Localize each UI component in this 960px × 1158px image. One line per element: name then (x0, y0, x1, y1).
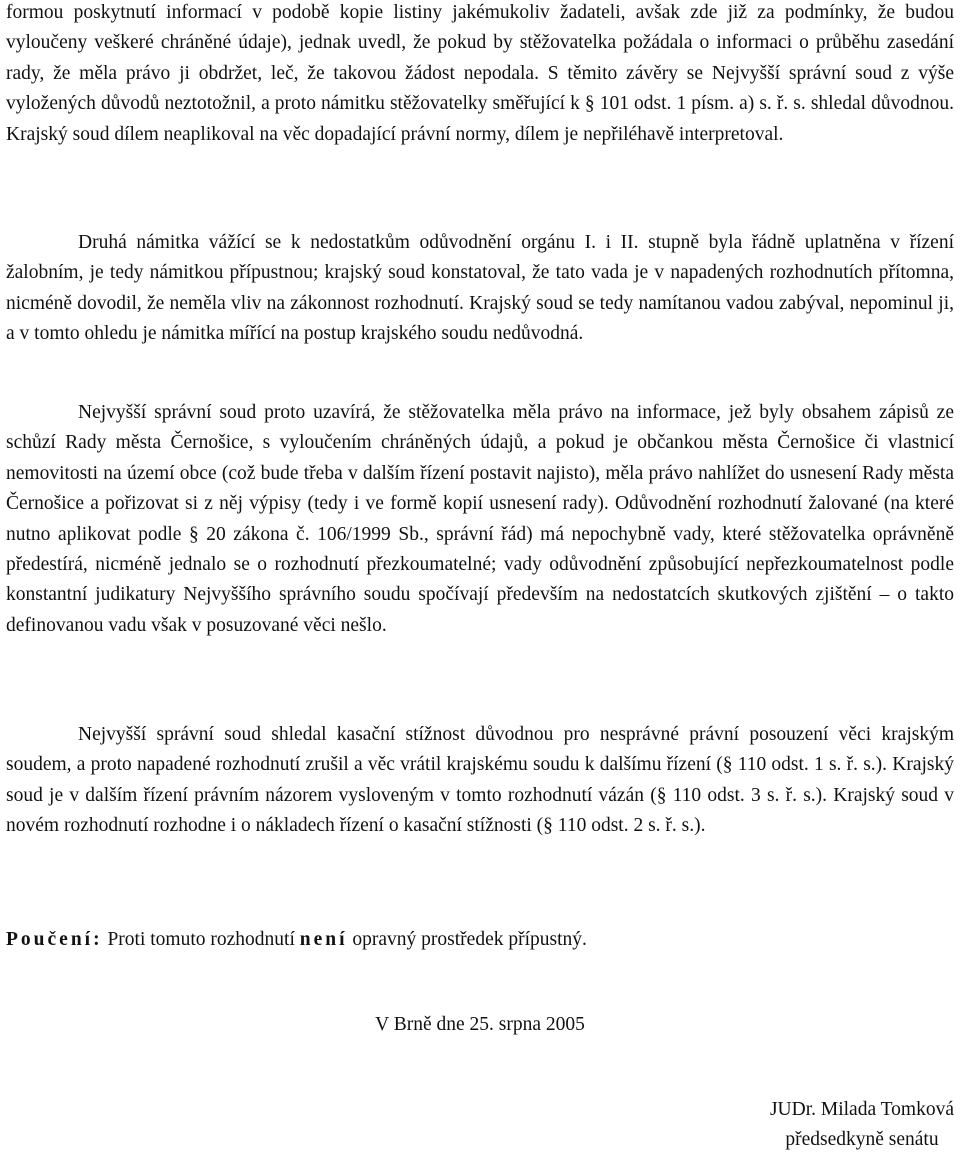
pouceni-text-after: opravný prostředek přípustný. (347, 929, 587, 950)
pouceni-label: Poučení: (6, 929, 103, 950)
signature-block (770, 1095, 954, 1155)
paragraph-4: Nejvyšší správní soud shledal kasační stížnost důvodnou pro nesprávné právní posouzení věci krajským soudem, a proto napadené rozhodnutí zrušil a věc vrátil krajskému soudu k dalšímu řízení (§ 110 odst. 1 s. ř. s.). Krajský soud je v dalším řízení právním názorem vysloveným v tomto rozhodnutí vázán (§ 110 odst. 3 s. ř. s.). Krajský soud v novém rozhodnutí rozhodne i o nákladech řízení o kasační stížnosti (§ 110 odst. 2 s. ř. s.). (6, 724, 954, 837)
paragraph-1: formou poskytnutí informací v podobě kopie listiny jakémukoliv žadateli, avšak zde již za podmínky, že budou vyloučeny veškeré chráněné údaje), jednak uvedl, že pokud by stěžovatelka požádala o informaci o průběhu zasedání rady, že měla právo ji obdržet, leč, že takovou žádost nepodala. S těmito závěry se Nejvyšší správní soud z výše vyložených důvodů neztotožnil, a proto námitku stěžovatelky směřující k § 101 odst. 1 písm. a) s. ř. s. shledal důvodnou. Krajský soud dílem neaplikoval na věc dopadající právní normy, dílem je nepřiléhavě interpretoval. (6, 2, 954, 145)
paragraph-3: Nejvyšší správní soud proto uzavírá, že stěžovatelka měla právo na informace, jež byly obsahem zápisů ze schůzí Rady města Černošice, s vyloučením chráněných údajů, a pokud je občankou města Černošice či vlastnicí nemovitosti na území obce (což bude třeba v dalším řízení postavit najisto), měla právo nahlížet do usnesení Rady města Černošice a pořizovat si z něj výpisy (tedy i ve formě kopií usnesení rady). Odůvodnění rozhodnutí žalované (na které nutno aplikovat podle § 20 zákona č. 106/1999 Sb., správní řád) má nepochybně vady, které stěžovatelka oprávněně předestírá, nicméně jednalo se o rozhodnutí přezkoumatelné; vady odůvodnění způsobující nepřezkoumatelnost podle konstantní judikatury Nejvyššího správního soudu spočívají především na nedostatcích skutkových zjištění – o takto definovanou vadu však v posuzované věci nešlo. (6, 402, 954, 636)
pouceni-line (6, 925, 954, 955)
date-line: V Brně dne 25. srpna 2005 (375, 1014, 585, 1035)
pouceni-text-before: Proti tomuto rozhodnutí (102, 929, 300, 950)
signature-role: předsedkyně senátu (785, 1129, 939, 1150)
signature-name: JUDr. Milada Tomková (769, 1099, 954, 1120)
paragraph-2: Druhá námitka vážící se k nedostatkům odůvodnění orgánu I. i II. stupně byla řádně uplatněna v řízení žalobním, je tedy námitkou přípustnou; krajský soud konstatoval, že tato vada je v napadených rozhodnutích přítomna, nicméně dovodil, že neměla vliv na zákonnost rozhodnutí. Krajský soud se tedy namítanou vadou zabýval, nepominul ji, a v tomto ohledu je námitka mířící na postup krajského soudu nedůvodná. (6, 232, 954, 345)
pouceni-emph: není (299, 929, 348, 950)
